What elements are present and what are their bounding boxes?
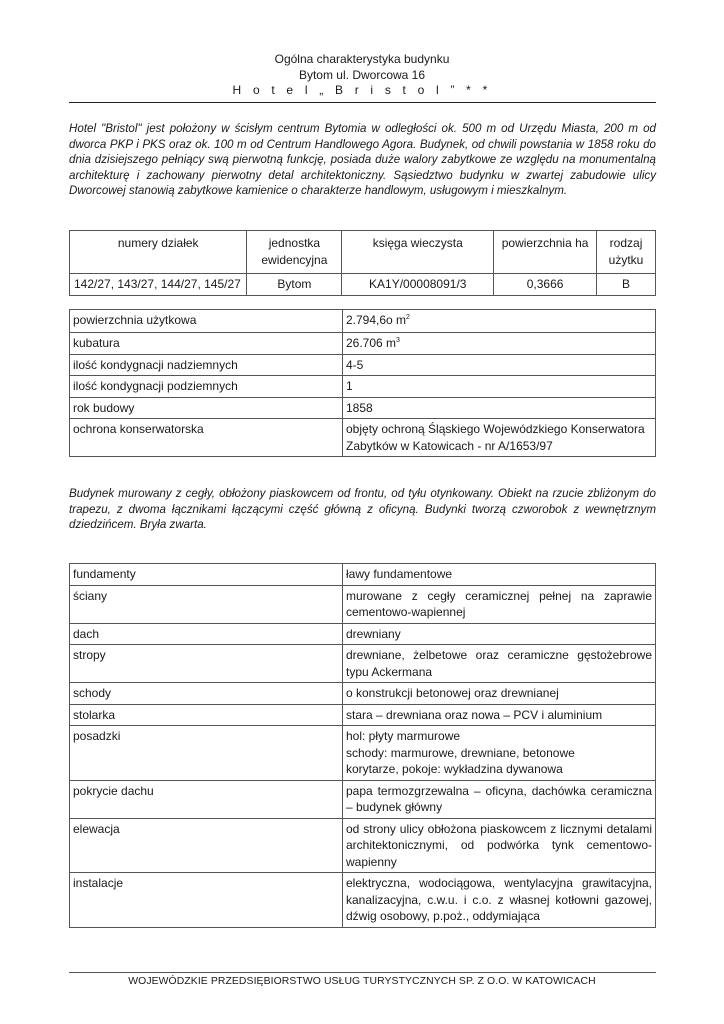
construction-value: stara – drewniana oraz nowa – PCV i aluminium [343,704,656,726]
param-value: 2.794,6o $m^2$ [343,310,656,333]
construction-label: instalacje [70,873,343,928]
construction-label: elewacja [70,818,343,873]
header-divider [69,102,656,103]
table-row [70,376,656,398]
plot-cell: 142/27, 143/27, 144/27, 145/27 [70,274,247,296]
floor-item: schody: marmurowe, drewniane, betonowe [346,745,575,760]
construction-label: stolarka [70,704,343,726]
footer-divider [69,972,656,973]
plot-cell: 0,3666 [494,274,597,296]
building-address: Bytom ul. Dworcowa 16 [298,67,426,82]
floor-item: hol: płyty marmurowe [346,729,461,743]
plot-header-cell: numery działek [70,231,247,274]
plot-cell: Bytom [247,274,342,296]
table-row [70,780,656,818]
plot-table-header-row [70,231,656,274]
param-label: rok budowy [70,397,343,419]
intro-paragraph: Hotel "Bristol" jest położony w ścisłym centrum Bytomia w odległości ok. 500 m od Urzędu Miasta, 200 m od dworca PKP i PKS oraz ok. 100 m od Centrum Handlowego Agora. Budynek, od chwili powstania w 1858 roku do dnia dzisiejszego pełniący swą pierwotną funkcję, posiada duże walory zabytkowe ze względu na monumentalną architekturę i zachowany pierwotny detal architektoniczny. Sąsiedztwo budynku w zwartej zabudowie ulicy Dworcowej stanowią zabytkowe kamienice o charakterze handlowym, usługowym i mieszkalnym. [69,122,656,198]
table-row [70,683,656,705]
parameters-table [69,309,656,457]
plot-table [69,230,656,296]
construction-value: drewniane, żelbetowe oraz ceramiczne gęstożebrowe typu Ackermana [343,645,656,683]
floor-item: korytarze, pokoje: wykładzina dywanowa [346,762,563,776]
footer-company: WOJEWÓDZKIE PRZEDSIĘBIORSTWO USŁUG TURYSTYCZNYCH SP. Z O.O. W KATOWICACH [128,976,596,987]
table-row [70,397,656,419]
construction-value [343,726,656,781]
construction-value: drewniany [343,623,656,645]
param-value: 1 [343,376,656,398]
construction-label: posadzki [70,726,343,781]
table-row [70,645,656,683]
construction-value: papa termozgrzewalna – oficyna, dachówka ceramiczna – budynek główny [343,780,656,818]
param-label: ilość kondygnacji nadziemnych [70,354,343,376]
param-label: powierzchnia użytkowa [70,310,343,333]
construction-label: dach [70,623,343,645]
plot-header-cell: powierzchnia ha [494,231,597,274]
plot-table-row [70,274,656,296]
table-row [70,354,656,376]
construction-label: stropy [70,645,343,683]
table-row [70,564,656,586]
plot-header-cell: rodzaj użytku [597,231,656,274]
table-row [70,873,656,928]
table-row [70,333,656,355]
construction-table [69,563,656,928]
plot-cell: KA1Y/00008091/3 [342,274,494,296]
construction-label: pokrycie dachu [70,780,343,818]
table-row [70,818,656,873]
construction-value: ławy fundamentowe [343,564,656,586]
table-row [70,419,656,457]
table-row [70,726,656,781]
construction-value: od strony ulicy obłożona piaskowcem z licznymi detalami architektonicznymi, od podwórka tynk cementowo-wapienny [343,818,656,873]
construction-value: murowane z cegły ceramicznej pełnej na zaprawie cementowo-wapiennej [343,585,656,623]
document-header [0,52,724,99]
param-label: ilość kondygnacji podziemnych [70,376,343,398]
construction-value: o konstrukcji betonowej oraz drewnianej [343,683,656,705]
hotel-name: H o t e l „ B r i s t o l ” * * [232,83,492,97]
table-row [70,704,656,726]
plot-header-cell: jednostka ewidencyjna [247,231,342,274]
param-label: kubatura [70,333,343,355]
construction-label: schody [70,683,343,705]
param-value: 26.706 $m^3$ [343,333,656,355]
plot-header-cell: księga wieczysta [342,231,494,274]
construction-label: fundamenty [70,564,343,586]
param-value: objęty ochroną Śląskiego Wojewódzkiego Konserwatora Zabytków w Katowicach - nr A/1653/97 [343,419,656,457]
param-value: 1858 [343,397,656,419]
document-title: Ogólna charakterystyka budynku [274,52,450,66]
table-row [70,585,656,623]
description-paragraph: Budynek murowany z cegły, obłożony piaskowcem od frontu, od tyłu otynkowany. Obiekt na rzucie zbliżonym do trapezu, z dwoma łącznikami łączącymi część główną z oficyną. Budynki tworzą czworobok z wewnętrznym dziedzińcem. Bryła zwarta. [69,487,656,532]
table-row [70,623,656,645]
plot-cell: B [597,274,656,296]
param-label: ochrona konserwatorska [70,419,343,457]
construction-label: ściany [70,585,343,623]
construction-value: elektryczna, wodociągowa, wentylacyjna grawitacyjna, kanalizacyjna, c.w.u. i c.o. z własnej kotłowni gazowej, dźwig osobowy, p.poż., oddymiająca [343,873,656,928]
table-row [70,310,656,333]
param-value: 4-5 [343,354,656,376]
